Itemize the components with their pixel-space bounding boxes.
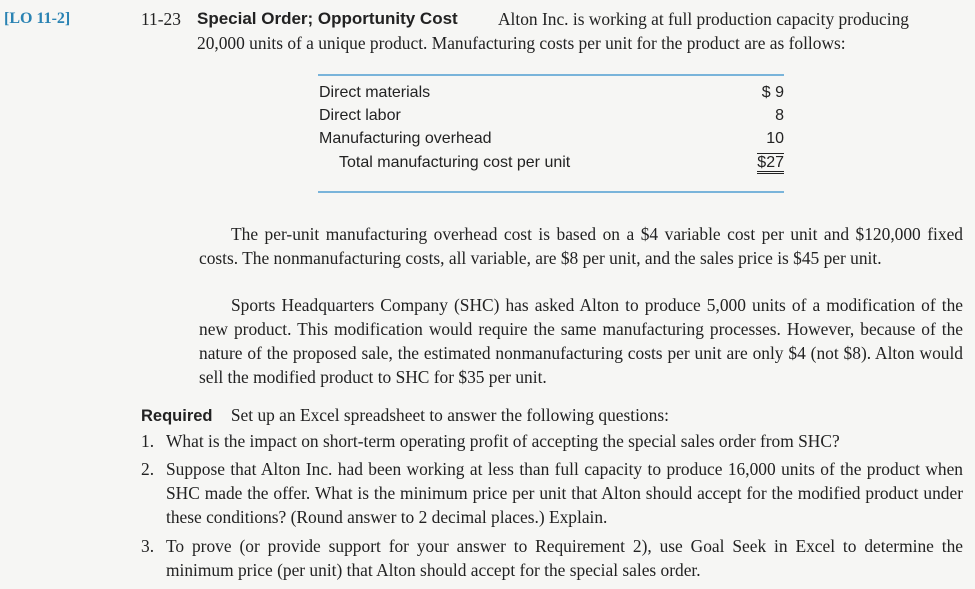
requirement-item bbox=[141, 457, 963, 529]
required-intro: Set up an Excel spreadsheet to answer the following questions: bbox=[230, 405, 669, 425]
required-label: Required bbox=[141, 407, 213, 425]
requirement-number: 3. bbox=[141, 536, 155, 556]
intro-line-1: Alton Inc. is working at full production capacity producing bbox=[498, 9, 909, 29]
cost-row-label: Direct labor bbox=[319, 107, 401, 124]
cost-row-value: 8 bbox=[775, 107, 784, 124]
intro-line-2: 20,000 units of a unique product. Manufacturing costs per unit for the product are as follows: bbox=[197, 33, 846, 53]
learning-objective-tag: [LO 11-2] bbox=[4, 10, 71, 27]
paragraph-overhead: The per-unit manufacturing overhead cost is based on a $4 variable cost per unit and $120,000 fixed costs. The nonmanufacturing costs, all variable, are $8 per unit, and the sales price is $45 per unit. bbox=[199, 224, 963, 268]
total-row-value: $27 bbox=[757, 153, 784, 174]
requirement-item bbox=[141, 534, 963, 582]
requirement-text: To prove (or provide support for your answer to Requirement 2), use Goal Seek in Excel to determine the minimum price (per unit) that Alton should accept for the special sales order. bbox=[166, 536, 963, 580]
requirement-text: What is the impact on short-term operating profit of accepting the special sales order from SHC? bbox=[166, 431, 840, 451]
requirement-number: 2. bbox=[141, 459, 155, 479]
cost-row-value: $ 9 bbox=[761, 84, 784, 101]
table-bottom-rule bbox=[318, 191, 784, 193]
requirement-item bbox=[141, 429, 963, 453]
total-row-label: Total manufacturing cost per unit bbox=[339, 154, 571, 171]
requirement-text: Suppose that Alton Inc. had been working at less than full capacity to produce 16,000 units of the product when SHC made the offer. What is the minimum price per unit that Alton should accept for the modified product under these conditions? (Round answer to 2 decimal places.) Explain. bbox=[166, 459, 963, 527]
cost-row-label: Direct materials bbox=[319, 84, 431, 101]
table-top-rule bbox=[318, 74, 784, 76]
requirement-number: 1. bbox=[141, 431, 155, 451]
cost-row-label: Manufacturing overhead bbox=[319, 130, 492, 147]
paragraph-special-order: Sports Headquarters Company (SHC) has asked Alton to produce 5,000 units of a modification of the new product. This modification would require the same manufacturing processes. However, because of the nature of the proposed sale, the estimated nonmanufacturing costs per unit are only $4 (not $8). Alton would sell the modified product to SHC for $35 per unit. bbox=[199, 295, 963, 387]
problem-number: 11-23 bbox=[141, 9, 181, 29]
problem-title: Special Order; Opportunity Cost bbox=[197, 9, 458, 28]
cost-row-value: 10 bbox=[766, 130, 784, 147]
required-heading bbox=[141, 405, 669, 426]
